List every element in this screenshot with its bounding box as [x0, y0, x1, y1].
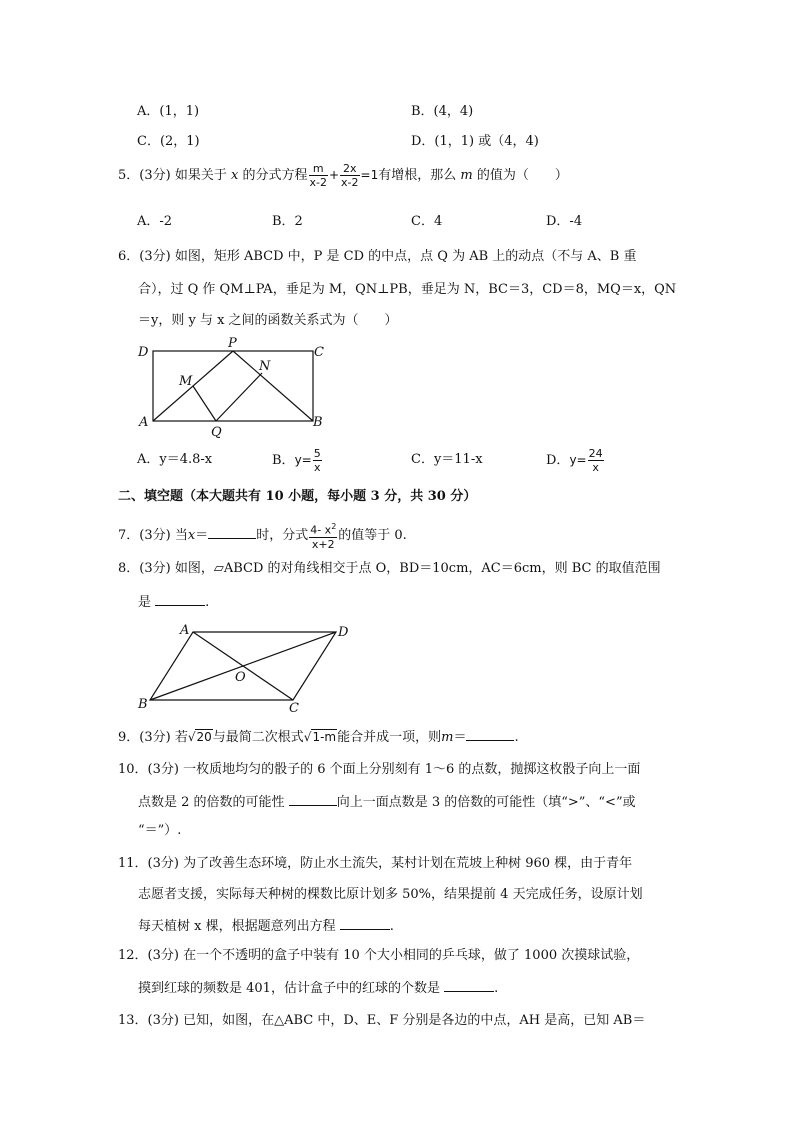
q6-line-pb [233, 351, 313, 421]
q6-rect-abcd [153, 351, 313, 421]
q8-diagonal-bd [150, 632, 336, 700]
q7-eq: ＝ [195, 528, 209, 543]
q7-var-x: x [187, 528, 196, 543]
q13-line-1: 13．(3分) 已知，如图，在△ABC 中，D、E、F 分别是各边的中点，AH 是高，已知 AB＝ [118, 1013, 646, 1028]
q6-label-p: P [228, 336, 237, 351]
q8-line-2 [138, 592, 209, 612]
q8-label-d: D [338, 625, 349, 640]
q6-b-den: x [313, 461, 321, 474]
q9-text-pre: 9．(3分) 若 [118, 730, 188, 745]
q10-answer-blank[interactable] [289, 792, 337, 806]
q11-text-post: . [389, 919, 394, 934]
q8-text-pre: 是 [138, 595, 152, 610]
q5-option-b: B．2 [272, 214, 303, 229]
q12-line-2 [138, 978, 498, 998]
q4-option-c: C．(2，1) [137, 134, 200, 149]
q9-eq: ＝ [453, 730, 467, 745]
q11-line-3 [138, 916, 394, 936]
q6-line-1: 6．(3分) 如图，矩形 ABCD 中，P 是 CD 的中点，点 Q 为 AB 上的动点（不与 A、B 重 [118, 249, 637, 264]
q8-label-c: C [289, 701, 299, 716]
q4-option-a: A．(1，1) [137, 104, 200, 119]
q9-text-post2: . [514, 730, 519, 745]
q5-var-m: m [460, 168, 473, 183]
q11-line-2: 志愿者支援，实际每天种树的棵数比原计划多 50%，结果提前 4 天完成任务，设原计划 [138, 887, 643, 902]
q5-text-1: 如果关于 [174, 168, 227, 183]
q9-sqrt-20: √20 [187, 730, 212, 744]
q6-option-c: C．y＝11-x [411, 452, 483, 467]
q5-score: (3分) [139, 168, 171, 183]
q11-line-1: 11．(3分) 为了改善生态环境，防止水土流失，某村计划在荒坡上种树 960 棵，由于青年 [118, 856, 633, 871]
section-2-heading: 二、填空题（本大题共有 10 小题，每小题 3 分，共 30 分） [118, 489, 477, 504]
q6-label-n: N [259, 359, 271, 374]
q6-label-q: Q [211, 425, 222, 440]
q12-answer-blank[interactable] [444, 978, 494, 992]
q5-f1-num: m [309, 162, 328, 176]
q8-label-o: O [235, 670, 246, 685]
q5-text-3: 有增根，那么 [378, 168, 457, 183]
q4-option-b: B．(4，4) [411, 104, 474, 119]
q6-option-d [546, 443, 605, 478]
q12-text-pre: 摸到红球的频数是 401，估计盒子中的红球的个数是 [138, 981, 440, 996]
q5-option-c: C．4 [411, 214, 443, 229]
q9-text-post1: 能合并成一项，则 [337, 730, 442, 745]
q10-line-1: 10．(3分) 一枚质地均匀的骰子的 6 个面上分别刻有 1～6 的点数，抛掷这枚骰子向上一面 [118, 762, 641, 777]
q11-answer-blank[interactable] [340, 916, 390, 930]
q4-option-d: D．(1，1) 或（4，4) [411, 134, 539, 149]
q6-label-m: M [179, 374, 193, 389]
q11-text-pre: 每天植树 x 棵，根据题意列出方程 [138, 919, 336, 934]
q10-text-post: 向上一面点数是 3 的倍数的可能性（填“>”、“<”或 [336, 795, 636, 810]
q9-answer-blank[interactable] [466, 727, 514, 741]
q5-text-2: 的分式方程 [242, 168, 308, 183]
q12-line-1: 12．(3分) 在一个不透明的盒子中装有 10 个大小相同的乒乓球，做了 1000 次摸球试验， [118, 948, 640, 963]
q7-answer-blank[interactable] [208, 525, 256, 539]
q6-line-3: ＝y，则 y 与 x 之间的函数关系式为（ ） [138, 313, 398, 328]
q6-line-2: 合），过 Q 作 QM⊥PA，垂足为 M，QN⊥PB，垂足为 N，BC＝3，CD＝8，MQ＝x，QN [138, 282, 677, 297]
q6-option-d-y: y= [569, 453, 587, 467]
q5-f2-den: x-2 [341, 176, 359, 189]
q5-f2-num: 2x [340, 162, 359, 176]
q9-sqrt-1-m: √1-m [303, 730, 337, 744]
q9-stem [118, 725, 519, 750]
q6-option-b-fraction [313, 447, 322, 474]
q5-plus: + [328, 168, 340, 182]
q9-text-mid: 与最简二次根式 [212, 730, 304, 745]
q9-radicand-2: 1-m [312, 730, 337, 744]
q7-text-post: 的值等于 0. [338, 528, 407, 543]
q6-line-qm [193, 386, 216, 421]
q5-number: 5． [118, 168, 140, 183]
q5-option-d: D．-4 [546, 214, 583, 229]
q6-option-d-fraction [588, 447, 604, 474]
q9-radicand-1: 20 [196, 730, 212, 744]
q6-option-a: A．y＝4.8-x [137, 452, 213, 467]
q5-f1-den: x-2 [309, 176, 327, 189]
q8-label-a: A [180, 623, 190, 638]
q7-text-pre: 7．(3分) 当 [118, 528, 188, 543]
q8-answer-blank[interactable] [155, 592, 205, 606]
q10-line-2 [138, 792, 636, 812]
q6-line-qn [216, 373, 262, 421]
q7-f-num: 4- x [310, 523, 332, 537]
q12-text-post: . [494, 981, 499, 996]
q6-option-b-label: B． [272, 453, 295, 468]
q6-option-b [272, 443, 323, 478]
q6-label-d: D [138, 345, 149, 360]
q7-f-den: x+2 [311, 537, 335, 551]
q10-text-pre: 点数是 2 的倍数的可能性 [138, 795, 285, 810]
q6-label-c: C [314, 345, 324, 360]
q5-option-a: A．-2 [137, 214, 173, 229]
q10-line-3: “＝”）. [138, 823, 182, 838]
q8-label-b: B [138, 697, 148, 712]
q8-line-1: 8．(3分) 如图，▱ABCD 的对角线相交于点 O，BD＝10cm，AC＝6cm，则 BC 的取值范围 [118, 561, 661, 576]
q6-option-d-label: D． [546, 453, 570, 468]
q6-d-den: x [592, 461, 599, 474]
q8-text-post: . [205, 595, 210, 610]
q5-eq: =1 [360, 168, 379, 182]
q6-label-a: A [139, 415, 149, 430]
q7-stem [118, 520, 407, 552]
q6-b-num: 5 [313, 447, 321, 460]
q7-f-sup: 2 [331, 522, 337, 532]
q6-option-b-y: y= [294, 453, 312, 467]
q9-var-m: m [441, 730, 454, 745]
q5-var-x: x [231, 168, 239, 183]
q7-fraction [309, 520, 337, 551]
q6-label-b: B [313, 415, 323, 430]
q5-text-4: 的值为（ ） [476, 168, 568, 183]
q6-d-num: 24 [588, 447, 603, 460]
q7-text-mid: 时，分式 [256, 528, 309, 543]
